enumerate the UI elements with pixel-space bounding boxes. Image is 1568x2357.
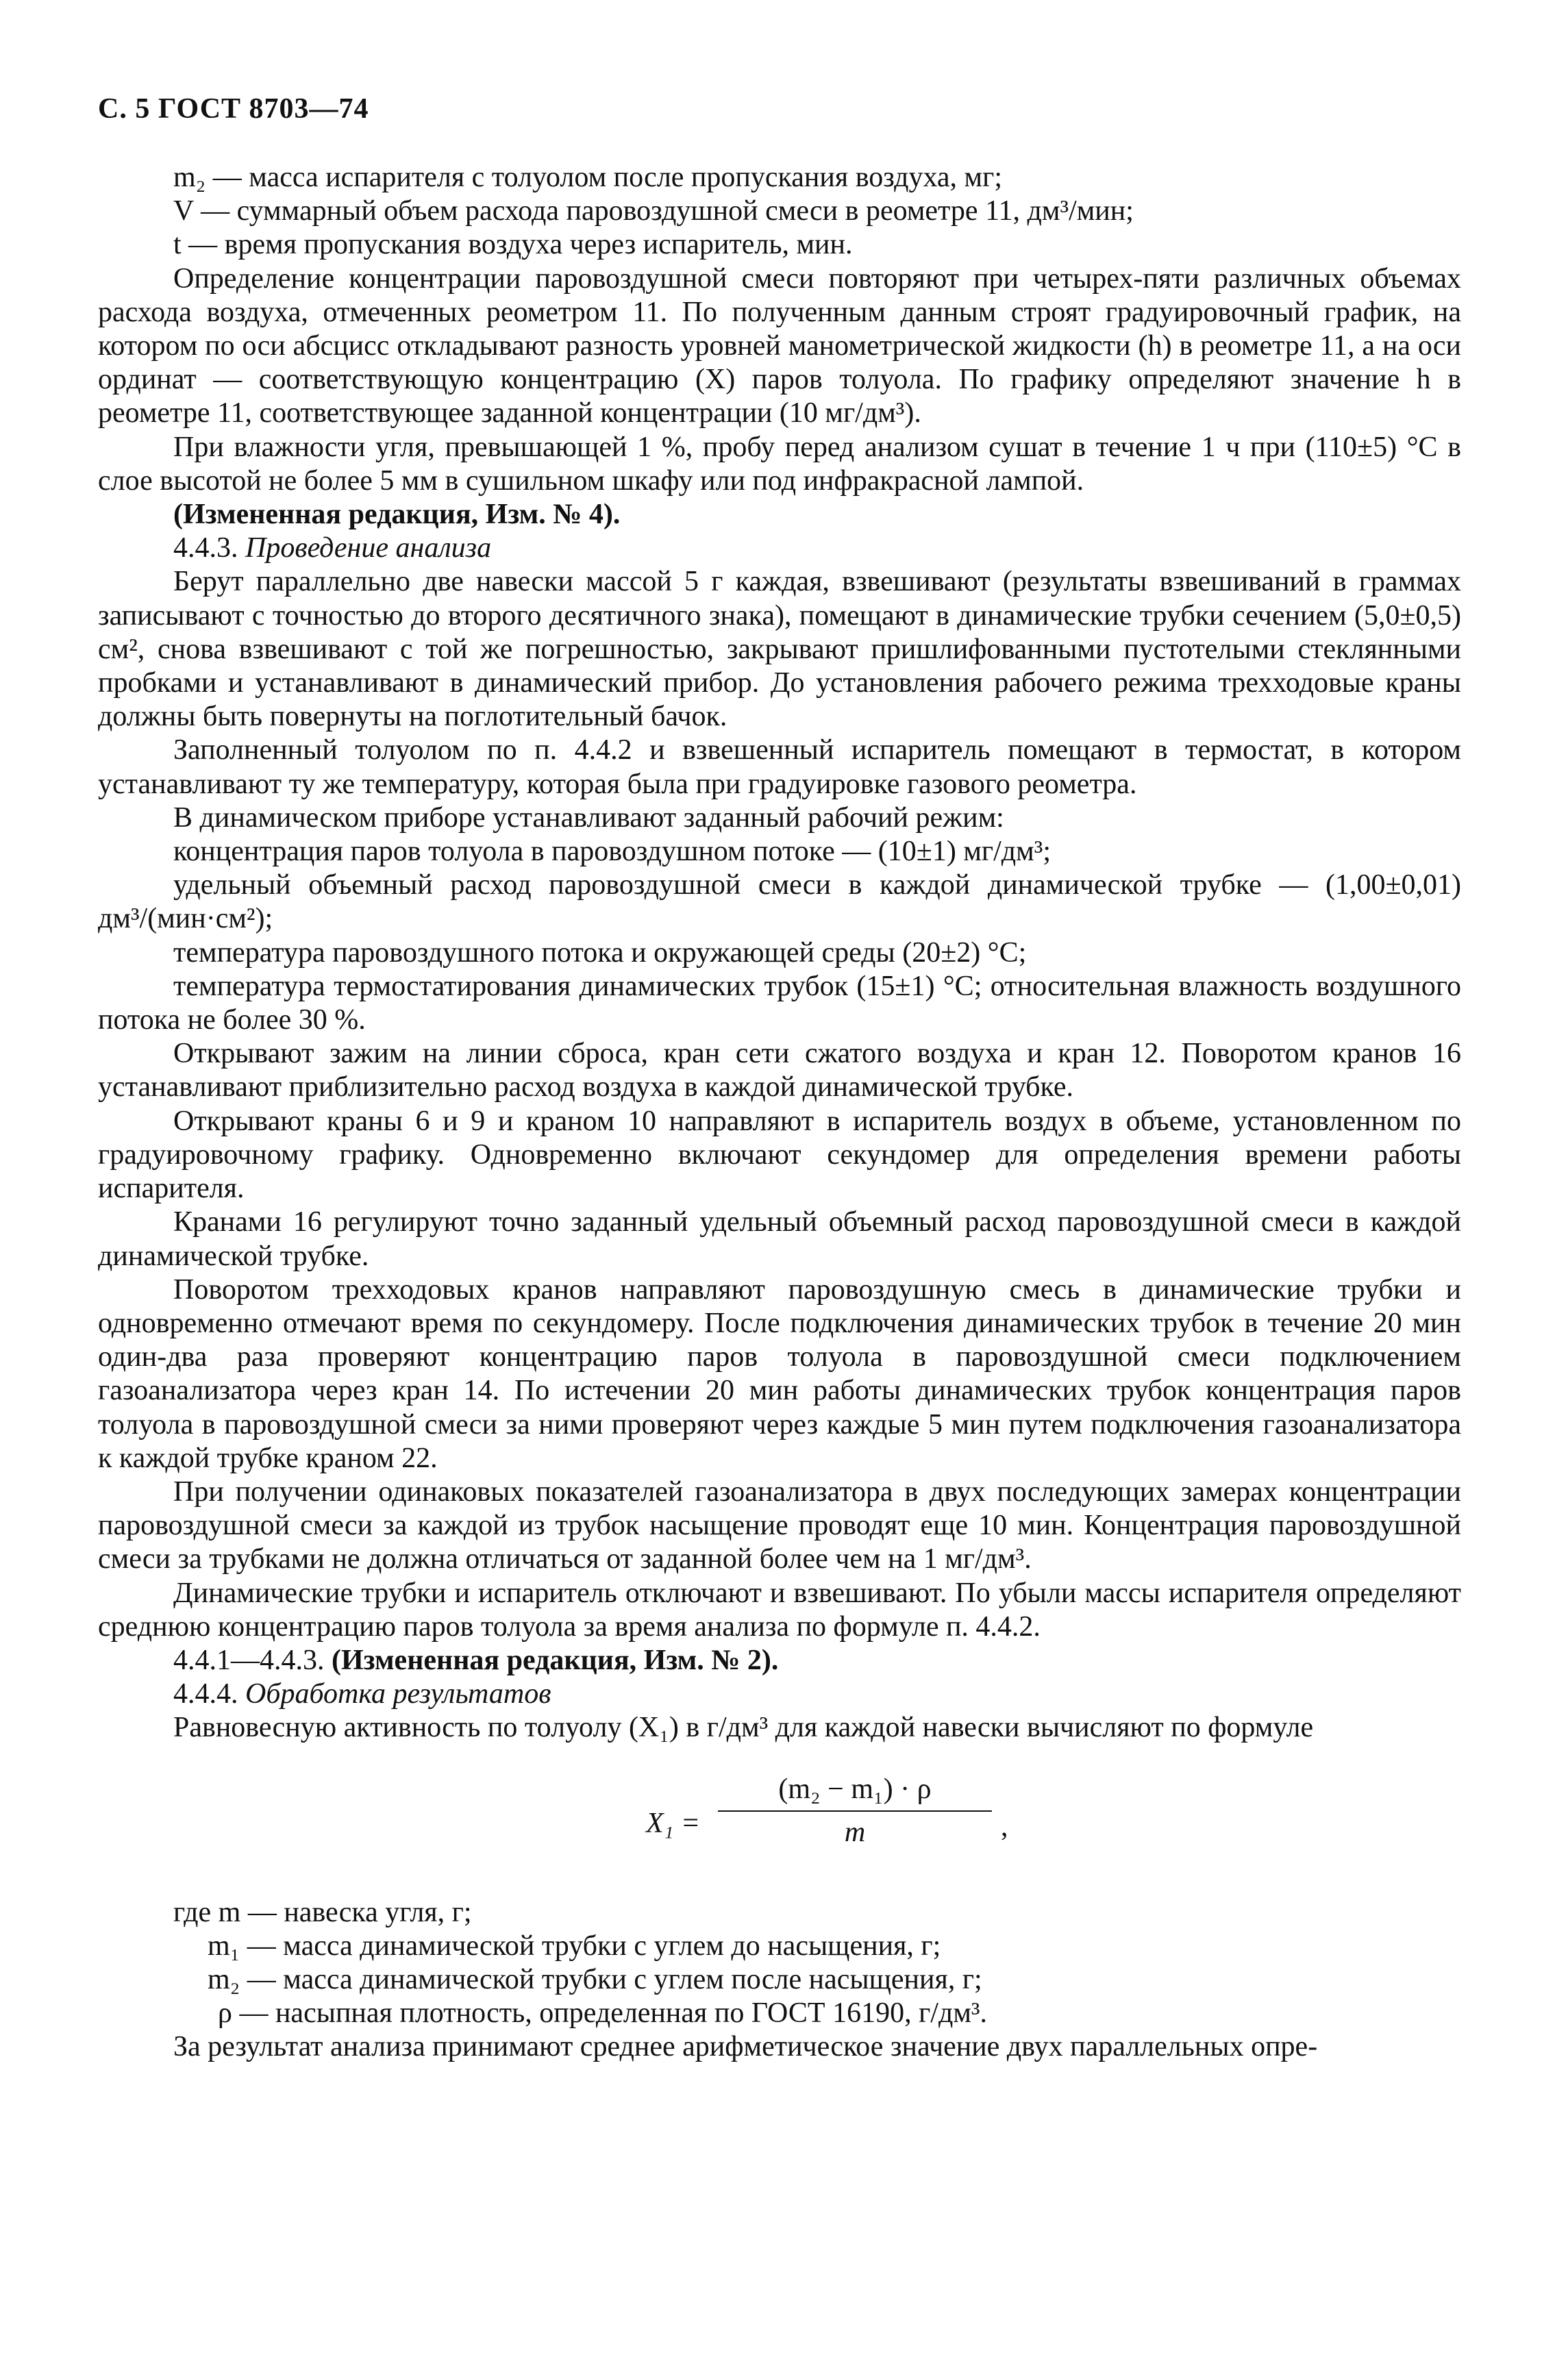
- paragraph: При получении одинаковых показателей газоанализатора в двух последующих замерах концентрации паровоздушной смеси за каждой из трубок насыщение проводят еще 10 мин. Концентрация паровоздушной смеси за трубками не должна отличаться от заданной более чем на 1 мг/дм³.: [98, 1475, 1461, 1575]
- paragraph: удельный объемный расход паровоздушной смеси в каждой динамической трубке — (1,00±0,01) дм³/(мин·см²);: [98, 869, 1461, 935]
- section-title: Обработка результатов: [245, 1678, 551, 1710]
- paragraph: Определение концентрации паровоздушной смеси повторяют при четырех-пяти различных объемах расхода воздуха, отмеченных реометром 11. По полученным данным строят градуировочный график, на котором по оси абсцисс откладывают разность уровней манометрической жидкости (h) в реометре 11, а на оси ординат — соответствующую концентрацию (X) паров толуола. По графику определяют значение h в реометре 11, соответствующее заданной концентрации (10 мг/дм³).: [98, 262, 1461, 429]
- legend-rho: ρ — насыпная плотность, определенная по ГОСТ 16190, г/дм³.: [218, 1997, 988, 2030]
- paragraph: температура паровоздушного потока и окружающей среды (20±2) °С;: [173, 936, 1027, 969]
- page-header: С. 5 ГОСТ 8703—74: [98, 93, 369, 125]
- amendment-line: [98, 1644, 1461, 1678]
- amendment-note: (Измененная редакция, Изм. № 2).: [332, 1644, 779, 1676]
- formula-numerator: (m₂ − m₁) · ρ: [778, 1773, 932, 1805]
- document-body: [98, 161, 1461, 2065]
- paragraph: Открывают зажим на линии сброса, кран сети сжатого воздуха и кран 12. Поворотом кранов 16 устанавливают приблизительно расход воздуха в каждой динамической трубке.: [98, 1038, 1461, 1103]
- formula: [98, 1773, 1461, 1889]
- paragraph: концентрация паров толуола в паровоздушном потоке — (10±1) мг/дм³;: [173, 836, 1051, 868]
- paragraph: При влажности угля, превышающей 1 %, пробу перед анализом сушат в течение 1 ч при (110±5) °С в слое высотой не более 5 мм в сушильном шкафу или под инфракрасной лампой.: [98, 431, 1461, 497]
- section-number: 4.4.3.: [173, 532, 238, 564]
- section-heading-4-4-3: [98, 532, 1461, 565]
- formula-legend: [98, 1896, 1461, 2031]
- paragraph: Динамические трубки и испаритель отключают и взвешивают. По убыли массы испарителя определяют среднюю концентрацию паров толуола за время анализа по формуле п. 4.4.2.: [98, 1577, 1461, 1643]
- formula-denominator: m: [844, 1816, 866, 1848]
- section-title: Проведение анализа: [245, 532, 492, 564]
- fraction-bar: [718, 1810, 992, 1812]
- paragraph: Берут параллельно две навески массой 5 г каждая, взвешивают (результаты взвешиваний в граммах записывают с точностью до второго десятичного знака), помещают в динамические трубки сечением (5,0±0,5) см², снова взвешивают с той же погрешностью, закрывают пришлифованными пустотелыми стеклянными пробками и устанавливают в динамический прибор. До установления рабочего режима трехходовые краны должны быть повернуты на поглотительный бачок.: [98, 566, 1461, 733]
- formula-lhs: X₁ =: [646, 1807, 701, 1839]
- definition-v: V — суммарный объем расхода паровоздушной смеси в реометре 11, дм³/мин;: [173, 195, 1134, 227]
- formula-fraction: [718, 1773, 992, 1849]
- formula-comma: ,: [1001, 1810, 1008, 1843]
- paragraph: Кранами 16 регулируют точно заданный удельный объемный расход паровоздушной смеси в каждой динамической трубке.: [98, 1206, 1461, 1272]
- amendment-range: 4.4.1—4.4.3.: [173, 1644, 325, 1676]
- amendment-note: (Измененная редакция, Изм. № 4).: [173, 499, 621, 531]
- section-heading-4-4-4: [98, 1678, 1461, 1711]
- section-number: 4.4.4.: [173, 1678, 238, 1710]
- paragraph: Заполненный толуолом по п. 4.4.2 и взвешенный испаритель помещают в термостат, в котором устанавливают ту же температуру, которая была при градуировке газового реометра.: [98, 734, 1461, 800]
- paragraph: За результат анализа принимают среднее арифметическое значение двух параллельных опре-: [173, 2031, 1318, 2063]
- paragraph: В динамическом приборе устанавливают заданный рабочий режим:: [173, 801, 1004, 834]
- definitions-top: [98, 161, 1461, 262]
- paragraph: Равновесную активность по толуолу (X₁) в г/дм³ для каждой навески вычисляют по формуле: [173, 1712, 1314, 1744]
- legend-m2: m₂ — масса динамической трубки с углем после насыщения, г;: [208, 1963, 982, 1995]
- definition-t: t — время пропускания воздуха через испаритель, мин.: [173, 229, 853, 261]
- legend-m: где m — навеска угля, г;: [173, 1896, 472, 1928]
- legend-m1: m₁ — масса динамической трубки с углем до насыщения, г;: [208, 1930, 941, 1962]
- paragraph: температура термостатирования динамических трубок (15±1) °С; относительная влажность воздушного потока не более 30 %.: [98, 970, 1461, 1036]
- paragraph: Поворотом трехходовых кранов направляют паровоздушную смесь в динамические трубки и одновременно отмечают время по секундомеру. После подключения динамических трубок в течение 20 мин один-два раза проверяют концентрацию паров толуола в паровоздушной смеси подключением газоанализатора через кран 14. По истечении 20 мин работы динамических трубок концентрация паров толуола в паровоздушной смеси за ними проверяют через каждые 5 мин путем подключения газоанализатора к каждой трубке краном 22.: [98, 1273, 1461, 1474]
- paragraph: Открывают краны 6 и 9 и краном 10 направляют в испаритель воздух в объеме, установленном по градуировочному графику. Одновременно включают секундомер для определения времени работы испарителя.: [98, 1105, 1461, 1205]
- definition-m2: m₂ — масса испарителя с толуолом после пропускания воздуха, мг;: [173, 162, 1003, 193]
